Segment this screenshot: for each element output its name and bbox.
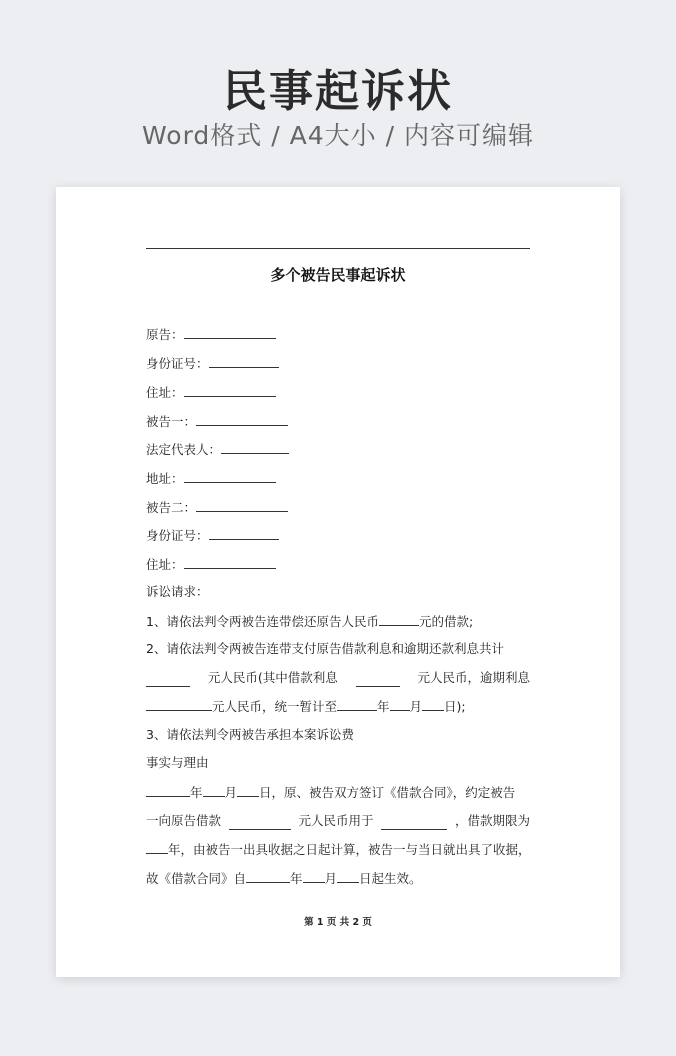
month-blank[interactable]: [303, 869, 325, 883]
field-label: 被告一：: [146, 414, 197, 429]
year-label: 年: [190, 785, 203, 800]
field-blank[interactable]: [221, 440, 289, 454]
field-blank[interactable]: [196, 498, 288, 512]
day-label: 日);: [444, 699, 466, 714]
month-label: 月: [409, 699, 423, 714]
year-blank[interactable]: [246, 869, 290, 883]
claim-1-suffix: 元的借款;: [418, 614, 474, 629]
facts-text: 年，由被告一出具收据之日起计算，被告一与当日就出具了收据，: [168, 842, 531, 857]
facts-text: 一向原告借款: [146, 813, 222, 828]
claim-1-text: 1、请依法判令两被告连带偿还原告人民币: [146, 614, 379, 629]
purpose-blank[interactable]: [381, 816, 447, 830]
field-blank[interactable]: [184, 383, 276, 397]
facts-line-4: [146, 869, 530, 888]
banner-subtitle: Word格式 / A4大小 / 内容可编辑: [142, 121, 534, 150]
field-label: 身份证号：: [146, 356, 209, 371]
term-blank[interactable]: [146, 840, 168, 854]
month-blank[interactable]: [390, 697, 410, 711]
field-plaintiff-address[interactable]: [146, 383, 276, 402]
field-blank[interactable]: [209, 354, 279, 368]
facts-text: 元人民币用于: [298, 813, 374, 828]
claim-2-text-a: 元人民币(其中借款利息: [207, 670, 338, 685]
claim-2-text-b: 元人民币，逾期利息: [417, 670, 530, 685]
claim-2-text-c: 元人民币，统一暂计至: [212, 699, 338, 714]
claims-heading: 诉讼请求：: [146, 584, 209, 599]
field-defendant-1[interactable]: [146, 412, 288, 431]
claim-2-line-2: [146, 669, 530, 687]
amount-blank[interactable]: [356, 673, 400, 687]
facts-text: 故《借款合同》自: [146, 871, 247, 886]
day-blank[interactable]: [337, 869, 359, 883]
month-blank[interactable]: [203, 783, 225, 797]
field-plaintiff[interactable]: [146, 325, 276, 344]
amount-blank[interactable]: [146, 697, 212, 711]
field-defendant-1-address[interactable]: [146, 469, 276, 488]
month-label: 月: [224, 785, 238, 800]
field-label: 身份证号：: [146, 528, 209, 543]
field-defendant-2-id[interactable]: [146, 526, 279, 545]
page-footer: 第 1 页 共 2 页: [304, 917, 372, 928]
field-plaintiff-id[interactable]: [146, 354, 279, 373]
facts-line-2: [146, 812, 530, 830]
day-blank[interactable]: [422, 697, 444, 711]
claim-2-line-3: [146, 697, 530, 716]
claim-3: 3、请依法判令两被告承担本案诉讼费: [146, 727, 354, 742]
field-label: 住址：: [146, 557, 184, 572]
amount-blank[interactable]: [229, 816, 291, 830]
claim-1: [146, 612, 530, 631]
facts-text: ，借款期限为: [454, 813, 530, 828]
day-blank[interactable]: [237, 783, 259, 797]
year-blank[interactable]: [146, 783, 190, 797]
document-page: [56, 187, 620, 977]
year-label: 年: [377, 699, 390, 714]
field-legal-rep[interactable]: [146, 440, 289, 459]
facts-line-3: [146, 840, 530, 859]
year-label: 年: [290, 871, 303, 886]
amount-blank[interactable]: [146, 673, 190, 687]
amount-blank[interactable]: [379, 612, 419, 626]
field-label: 被告二：: [146, 500, 197, 515]
month-label: 月: [324, 871, 338, 886]
field-blank[interactable]: [184, 555, 276, 569]
field-blank[interactable]: [184, 325, 276, 339]
facts-heading: 事实与理由: [146, 755, 209, 770]
field-label: 法定代表人：: [146, 442, 222, 457]
field-label: 住址：: [146, 385, 184, 400]
facts-text: 日，原、被告双方签订《借款合同》，约定被告: [259, 785, 516, 800]
facts-line-1: [146, 783, 530, 802]
field-blank[interactable]: [196, 412, 288, 426]
year-blank[interactable]: [337, 697, 377, 711]
header-rule: [146, 248, 530, 249]
field-label: 地址：: [146, 471, 184, 486]
field-blank[interactable]: [184, 469, 276, 483]
field-blank[interactable]: [209, 526, 279, 540]
field-defendant-2[interactable]: [146, 498, 288, 517]
claim-2-line-1: 2、请依法判令两被告连带支付原告借款利息和逾期还款利息共计: [146, 641, 504, 656]
banner-title: 民事起诉状: [223, 66, 453, 117]
field-defendant-2-address[interactable]: [146, 555, 276, 574]
facts-text: 日起生效。: [359, 871, 422, 886]
document-title: 多个被告民事起诉状: [270, 266, 406, 284]
field-label: 原告：: [146, 327, 184, 342]
